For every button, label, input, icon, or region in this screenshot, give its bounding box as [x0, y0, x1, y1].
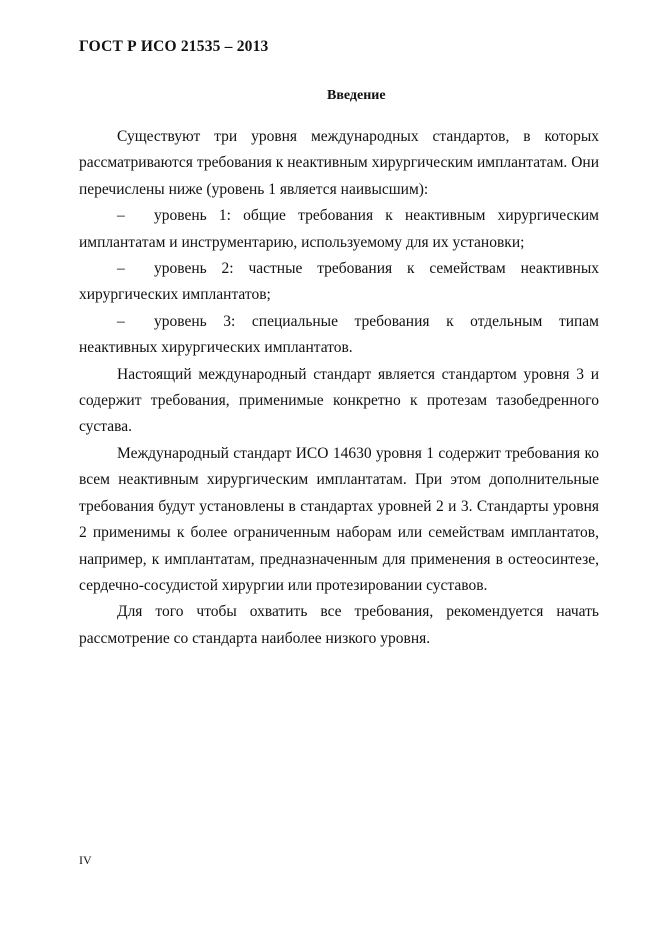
list-item-text: уровень 2: частные требования к семействам неактивных хирургических имплантатов; [79, 260, 599, 304]
list-bullet: – [117, 312, 125, 330]
paragraph-recommendation: Для того чтобы охватить все требования, рекомендуется начать рассмотрение со стандарта наиболее низкого уровня. [79, 603, 599, 647]
paragraph-iso-14630: Международный стандарт ИСО 14630 уровня 1 содержит требования ко всем неактивным хирургическим имплантатам. При этом дополнительные требования будут установлены в стандартах уровней 2 и 3. Стандарты уровня 2 применимы к более ограниченным наборам или семействам имплантатов, например, к имплантатам, предназначенным для применения в остеосинтезе, сердечно-сосудистой хирургии или протезировании суставов. [79, 444, 599, 594]
section-title: Введение [327, 88, 386, 103]
document-body [79, 124, 599, 652]
list-item-level-1 [79, 203, 599, 256]
list-bullet: – [117, 207, 125, 225]
page-number: IV [79, 853, 92, 867]
list-item-text: уровень 3: специальные требования к отдельным типам неактивных хирургических имплантатов. [79, 312, 599, 357]
intro-paragraph: Существуют три уровня международных стандартов, в которых рассматриваются требования к неактивным хирургическим имплантатам. Они перечислены ниже (уровень 1 является наивысшим): [79, 128, 599, 198]
list-item-text: уровень 1: общие требования к неактивным хирургическим имплантатам и инструментарию, используемому для их установки; [79, 207, 599, 251]
list-item-level-3 [79, 309, 599, 362]
list-item-level-2 [79, 256, 599, 309]
document-header: ГОСТ Р ИСО 21535 – 2013 [79, 38, 269, 55]
list-bullet: – [117, 260, 125, 278]
paragraph-scope: Настоящий международный стандарт является стандартом уровня 3 и содержит требования, применимые конкретно к протезам тазобедренного сустава. [79, 365, 599, 436]
